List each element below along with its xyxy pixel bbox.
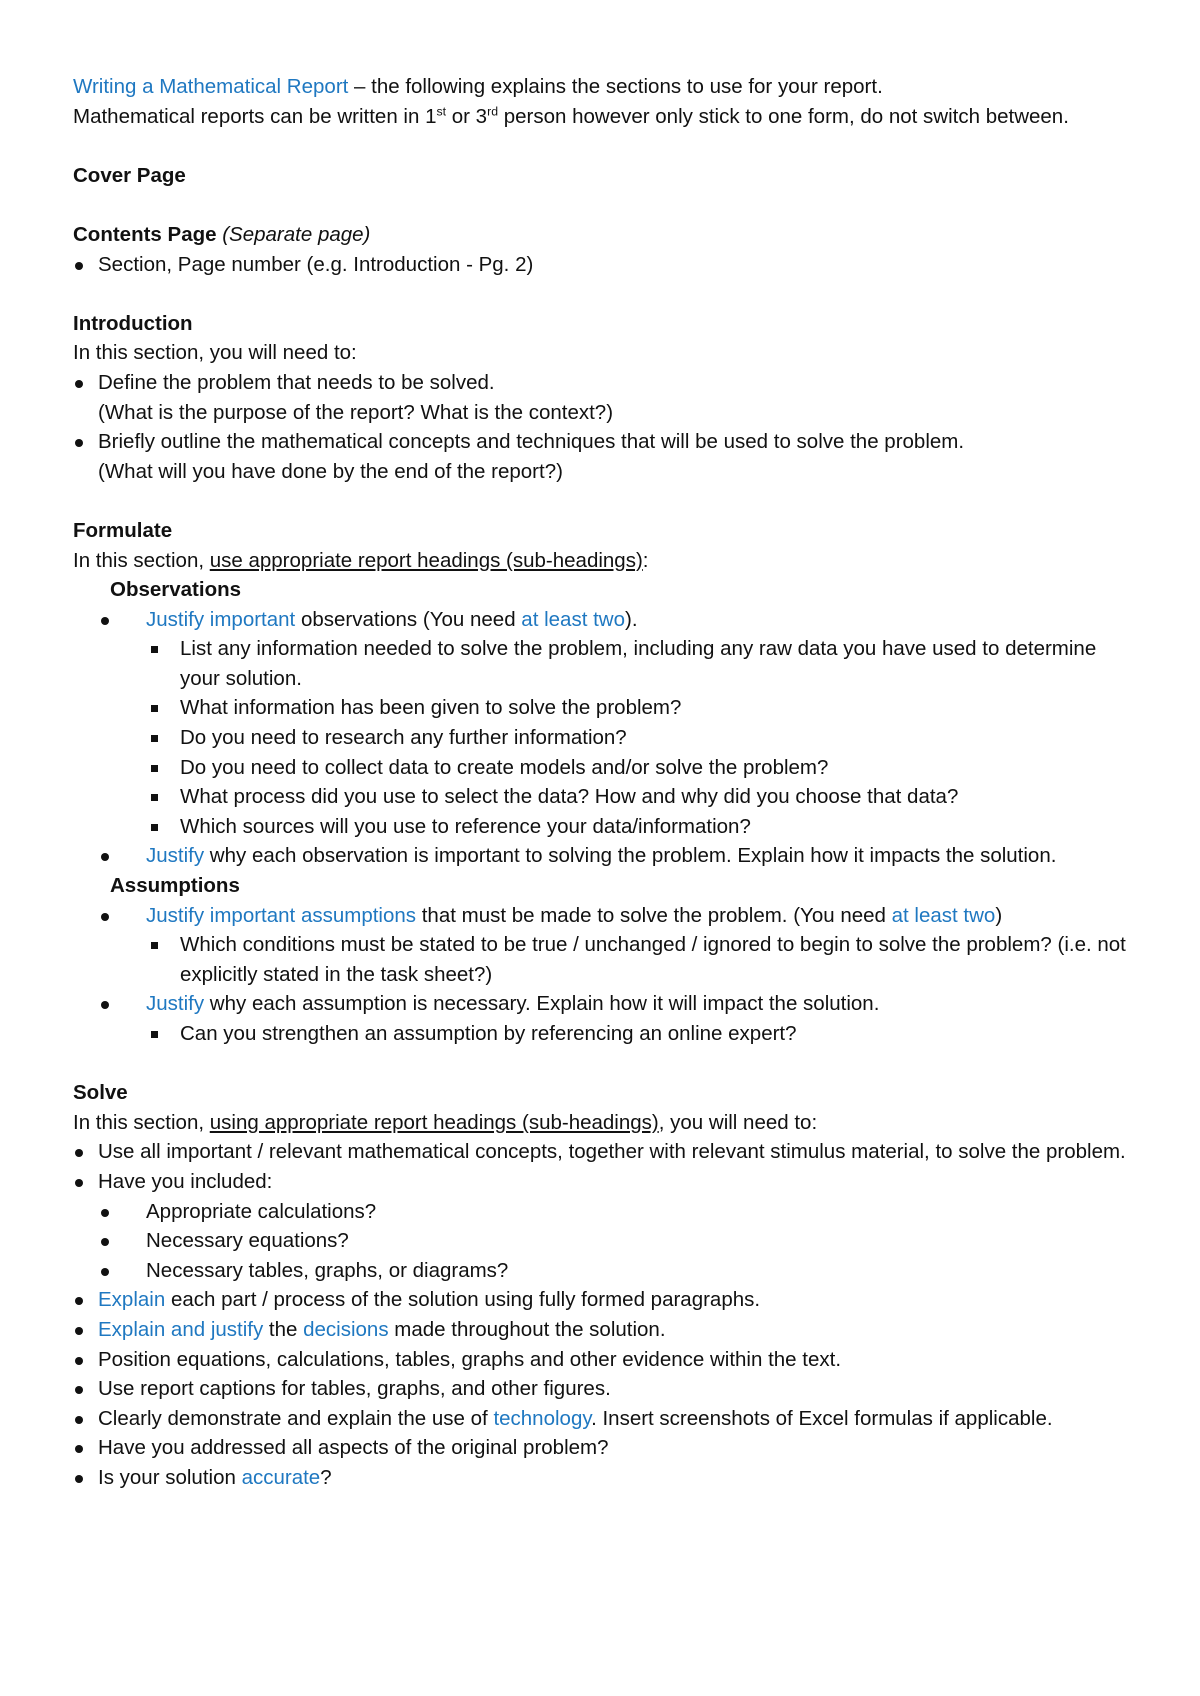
list-item: List any information needed to solve the problem, including any raw data you have used to determine your solution.	[73, 634, 1133, 693]
list-item: Do you need to collect data to create models and/or solve the problem?	[73, 753, 1133, 783]
introduction-list	[73, 368, 1133, 486]
document-title: Writing a Mathematical Report	[73, 75, 349, 98]
list-item: Use all important / relevant mathematical concepts, together with relevant stimulus material, to solve the problem.	[73, 1137, 1133, 1167]
list-item: Explain and justify the decisions made throughout the solution.	[73, 1315, 1133, 1345]
observations-heading: Observations	[110, 578, 242, 602]
list-item: Use report captions for tables, graphs, and other figures.	[73, 1374, 1133, 1404]
introduction-heading: Introduction	[73, 311, 193, 335]
list-item: Explain each part / process of the solution using fully formed paragraphs.	[73, 1285, 1133, 1315]
list-item: What information has been given to solve the problem?	[73, 693, 1133, 723]
assumptions-heading: Assumptions	[110, 874, 240, 898]
contents-page-heading: Contents Page (Separate page)	[73, 222, 371, 246]
observations-list	[73, 605, 1133, 871]
solve-lead: In this section, using appropriate report headings (sub-headings), you will need to:	[73, 1110, 818, 1134]
formulate-lead: In this section, use appropriate report headings (sub-headings):	[73, 548, 649, 572]
list-item: Justify important assumptions that must be made to solve the problem. (You need at least two)	[73, 901, 1133, 931]
contents-list	[73, 250, 1133, 280]
list-item: Do you need to research any further information?	[73, 723, 1133, 753]
solve-heading: Solve	[73, 1081, 128, 1105]
list-item: Position equations, calculations, tables, graphs and other evidence within the text.	[73, 1345, 1133, 1375]
solve-list	[73, 1137, 1133, 1492]
list-item: Have you addressed all aspects of the original problem?	[73, 1433, 1133, 1463]
document-page	[73, 72, 1133, 1493]
list-item: Section, Page number (e.g. Introduction - Pg. 2)	[73, 250, 1133, 280]
list-item: Which conditions must be stated to be true / unchanged / ignored to begin to solve the problem? (i.e. not explicitly stated in the task sheet?)	[73, 930, 1133, 989]
list-item: Briefly outline the mathematical concepts and techniques that will be used to solve the problem. (What will you have done by the end of the report?)	[73, 427, 1133, 486]
list-item: Necessary tables, graphs, or diagrams?	[73, 1256, 1133, 1286]
introduction-lead: In this section, you will need to:	[73, 341, 357, 365]
cover-page-heading: Cover Page	[73, 163, 186, 187]
list-item: Justify important observations (You need at least two).	[73, 605, 1133, 635]
list-item: Justify why each assumption is necessary. Explain how it will impact the solution.	[73, 989, 1133, 1019]
formulate-heading: Formulate	[73, 518, 173, 542]
list-item: Appropriate calculations?	[73, 1197, 1133, 1227]
list-item: Necessary equations?	[73, 1226, 1133, 1256]
intro-paragraph: Writing a Mathematical Report – the following explains the sections to use for your report. Mathematical reports can be written in 1st or 3rd person however only stick to one form, do not switch between.	[73, 75, 1069, 128]
assumptions-list	[73, 901, 1133, 1049]
observations-section	[110, 575, 1133, 605]
list-item: Is your solution accurate?	[73, 1463, 1133, 1493]
list-item: Which sources will you use to reference your data/information?	[73, 812, 1133, 842]
list-item: What process did you use to select the data? How and why did you choose that data?	[73, 782, 1133, 812]
list-item: Clearly demonstrate and explain the use of technology. Insert screenshots of Excel formulas if applicable.	[73, 1404, 1133, 1434]
list-item: Justify why each observation is important to solving the problem. Explain how it impacts the solution.	[73, 841, 1133, 871]
list-item: Can you strengthen an assumption by referencing an online expert?	[73, 1019, 1133, 1049]
list-item: Define the problem that needs to be solved. (What is the purpose of the report? What is the context?)	[73, 368, 1133, 427]
list-item: Have you included:	[73, 1167, 1133, 1197]
assumptions-section	[110, 871, 1133, 901]
